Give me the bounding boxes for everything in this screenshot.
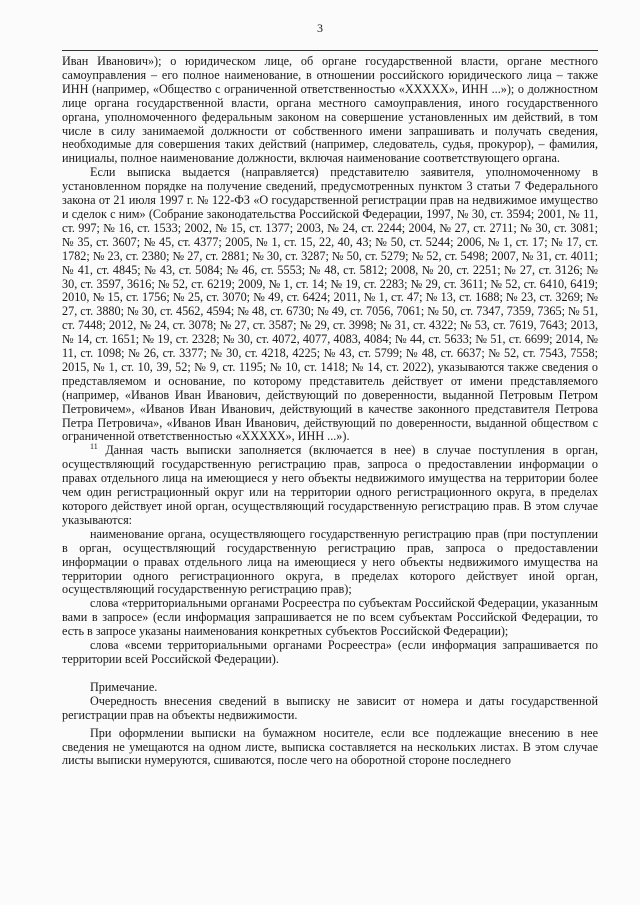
note-paragraph-order: Очередность внесения сведений в выписку не зависит от номера и даты государственной регистрации прав на объекты недвижимости. xyxy=(62,693,598,722)
paragraph-continuation: Иван Иванович»); о юридическом лице, об органе государственной власти, органе местного самоуправления – его полное наименование, в отношении российского юридического лица – также ИНН (например, «Общество с ограниченной ответственностью «ХХХХХ», ИНН ...»); о должностном лице органа государственной власти, органа местного самоуправления, иного государственного органа, уполномоченного федеральным законом на совершение установленных им действий, в том числе в силу занимаемой должности от собственного имени запрашивать и получать сведения, необходимые для совершения таких действий (например, следователь, судья, прокурор), – фамилия, инициалы, полное наименование должности, включая наименование соответствующего органа. xyxy=(62,54,598,166)
header-rule xyxy=(62,50,598,51)
paragraph-territorial-organs: слова «территориальными органами Росреестра по субъектам Российской Федерации, указанным вами в запросе» (если информация запрашивается не по всем субъектам Российской Федерации, то есть в запросе указаны наименования конкретных субъектов Российской Федерации); xyxy=(62,596,598,639)
footnote-marker: 11 xyxy=(90,442,98,452)
paragraph-organ-name: наименование органа, осуществляющего государственную регистрацию прав (при поступлении в орган, осуществляющий государственную регистрацию прав, запроса о предоставлении информации о правах отдельного лица на имеющиеся у него объекты недвижимого имущества на территории одного регистрационного округа, в пределах которого действует иной орган, осуществляющий государственную регистрацию прав); xyxy=(62,526,598,597)
note-paragraph-sheets: При оформлении выписки на бумажном носителе, если все подлежащие внесению в нее сведения не умещаются на одном листе, выписка составляется на нескольких листах. В этом случае листы выписки нумеруются, сшиваются, после чего на оборотной стороне последнего xyxy=(62,725,598,768)
document-body xyxy=(62,55,598,768)
paragraph-footnote-11 xyxy=(62,444,598,527)
page-number: 3 xyxy=(317,21,323,35)
paragraph-representative: Если выписка выдается (направляется) представителю заявителя, уполномоченному в установленном порядке на получение сведений, предусмотренных пунктом 3 статьи 7 Федерального закона от 21 июля 1997 г. № 122-ФЗ «О государственной регистрации прав на недвижимое имущество и сделок с ним» (Собрание законодательства Российской Федерации, 1997, № 30, ст. 3594; 2001, № 11, ст. 997; № 16, ст. 1533; 2002, № 15, ст. 1377; 2003, № 24, ст. 2244; 2004, № 27, ст. 2711; № 30, ст. 3081; № 35, ст. 3607; № 45, ст. 4377; 2005, № 1, ст. 15, 22, 40, 43; № 50, ст. 5244; 2006, № 1, ст. 17; № 17, ст. 1782; № 23, ст. 2380; № 27, ст. 2881; № 30, ст. 3287; № 50, ст. 5279; № 52, ст. 5498; 2007, № 31, ст. 4011; № 41, ст. 4845; № 43, ст. 5084; № 46, ст. 5553; № 48, ст. 5812; 2008, № 20, ст. 2251; № 27, ст. 3126; № 30, ст. 3597, 3616; № 52, ст. 6219; 2009, № 1, ст. 14; № 19, ст. 2283; № 29, ст. 3611; № 52, ст. 6410, 6419; 2010, № 15, ст. 1756; № 25, ст. 3070; № 49, ст. 6424; 2011, № 1, ст. 47; № 13, ст. 1688; № 23, ст. 3269; № 27, ст. 3880; № 30, ст. 4562, 4594; № 48, ст. 6730; № 49, ст. 7056, 7061; № 50, ст. 7347, 7359, 7365; № 51, ст. 7448; 2012, № 24, ст. 3078; № 27, ст. 3587; № 29, ст. 3998; № 31, ст. 4322; № 53, ст. 7619, 7643; 2013, № 14, ст. 1651; № 19, ст. 2328; № 30, ст. 4072, 4077, 4083, 4084; № 44, ст. 5633; № 51, ст. 6699; 2014, № 11, ст. 1098; № 26, ст. 3377; № 30, ст. 4218, 4225; № 43, ст. 5799; № 48, ст. 6637; № 52, ст. 7543, 7558; 2015, № 1, ст. 10, 39, 52; № 9, ст. 1195; № 10, ст. 1418; № 14, ст. 2022), указываются также сведения о представляемом и основание, по которому представитель действует от имени представляемого (например, «Иванов Иван Иванович, действующий по доверенности, выданной Петровым Петром Петровичем», «Иванов Иван Иванович, действующий в качестве законного представителя Петрова Петра Петровича», «Иванов Иван Иванович, действующий по доверенности, выданной обществом с ограниченной ответственностью «ХХХХХ», ИНН ...»). xyxy=(62,165,598,444)
note-title: Примечание. xyxy=(90,679,158,694)
paragraph-all-organs: слова «всеми территориальными органами Росреестра» (если информация запрашивается по территории всей Российской Федерации). xyxy=(62,638,598,666)
footnote-text: Данная часть выписки заполняется (включается в нее) в случае поступления в орган, осуществляющий государственную регистрацию прав, запроса о предоставлении информации о правах отдельного лица на имеющиеся у него объекты недвижимого имущества на территории более чем один регистрационный округ или на территории одного регистрационного округа, в пределах которого действует иной орган, осуществляющий государственную регистрацию прав. В этом случае указываются: xyxy=(62,443,599,527)
